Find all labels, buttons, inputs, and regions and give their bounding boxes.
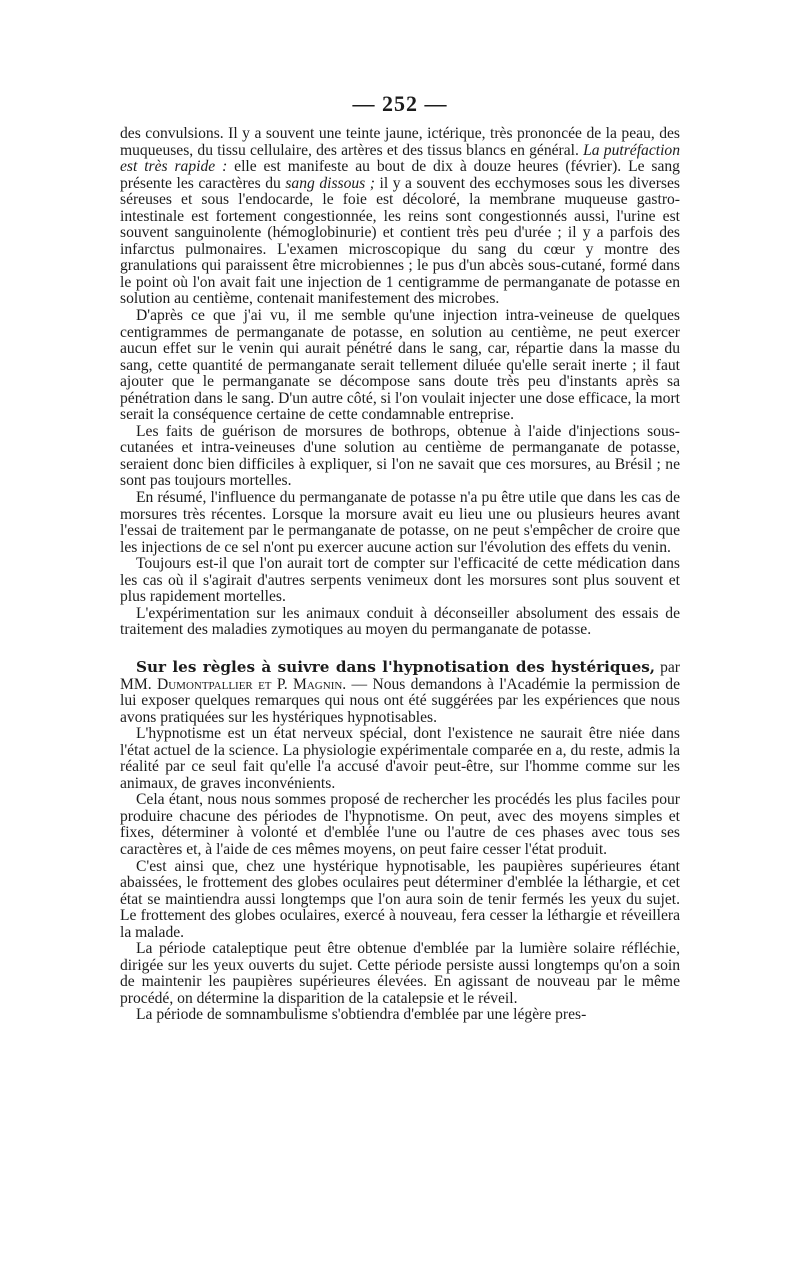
paragraph-continued: des convulsions. Il y a souvent une teinte jaune, ictérique, très prononcée de la peau, des muqueuses, du tissu cellulaire, des artères et des tissus blancs en général. La putréfaction est très rapide : elle est manifeste au bout de dix à douze heures (février). Le sang présente les caractères du sang dissous ; il y a souvent des ecchymoses sous les diverses séreuses et sous l'endocarde, le foie est décoloré, la membrane muqueuse gastro-intestinale est fortement congestionnée, les reins sont congestionnés aussi, l'urine est souvent sanguinolente (hémoglobinurie) et contient très peu d'urée ; il y a parfois des infarctus pulmonaires. L'examen microscopique du sang du cœur y montre des granulations qui paraissent être microbiennes ; le pus d'un abcès sous-cutané, formé dans le point où l'on avait fait une injection de 1 centigramme de permanganate de potasse en solution au centième, contenait manifestement des microbes. [120, 125, 681, 308]
section-title: Sur les règles à suivre dans l'hypnotisation des hystériques, [136, 657, 656, 676]
paragraph: L'expérimentation sur les animaux conduit à déconseiller absolument des essais de traitement des maladies zymotiques au moyen du permanganate de potasse. [120, 604, 680, 639]
paragraph: D'après ce que j'ai vu, il me semble qu'une injection intra-veineuse de quelques centigrammes de permanganate de potasse, en solution au centième, ne peut exercer aucun effet sur le venin qui aurait pénétré dans le sang, car, répartie dans la masse du sang, cette quantité de permanganate serait tellement diluée qu'elle serait inerte ; il faut ajouter que le permanganate se décompose sans doute très peu d'instants après sa pénétration dans le sang. D'un autre côté, si l'on voulait injecter une dose efficace, la mort serait la conséquence certaine de cette condamnable entreprise. [120, 307, 680, 424]
authors: Dumontpallier et P. Magnin. [156, 675, 347, 693]
paragraph: Toujours est-il que l'on aurait tort de compter sur l'efficacité de cette médication dans les cas où il s'agirait d'autres serpents venimeux dont les morsures sont plus souvent et plus rapidement mortelles. [120, 555, 680, 606]
section-paragraph: Sur les règles à suivre dans l'hypnotisation des hystériques, par MM. Dumontpallier et P. Magnin. — Nous demandons à l'Académie la permission de lui exposer quelques remarques qui nous ont été suggérées par les expériences que nous avons pratiquées sur les hystériques hypnotisables. [120, 657, 680, 726]
paragraph: C'est ainsi que, chez une hystérique hypnotisable, les paupières supérieures étant abaissées, le frottement des globes oculaires peut déterminer d'emblée la léthargie, et cet état se maintiendra aussi longtemps que l'on aura soin de tenir fermés les yeux du sujet. Le frottement des globes oculaires, exercé à nouveau, fera cesser la léthargie et réveillera la malade. [120, 857, 680, 941]
paragraph: Cela étant, nous nous sommes proposé de rechercher les procédés les plus faciles pour produire chacune des périodes de l'hypnotisme. On peut, avec des moyens simples et fixes, déterminer à volonté et d'emblée l'une ou l'autre de ces phases avec tous ses caractères et, à l'aide de ces mêmes moyens, on peut faire cesser l'état produit. [120, 791, 680, 858]
emphasis-sang-dissous: sang dissous ; [285, 174, 375, 192]
paragraph: Les faits de guérison de morsures de bothrops, obtenue à l'aide d'injections sous-cutanées et intra-veineuses d'une solution au centième de permanganate de potasse, seraient donc bien difficiles à expliquer, si l'on ne savait que ces morsures, au Brésil ; ne sont pas toujours mortelles. [120, 422, 680, 490]
emphasis-putrefaction: La putréfaction est très rapide : [120, 141, 681, 176]
paragraph: La période de somnambulisme s'obtiendra d'emblée par une légère pres- [136, 1006, 587, 1024]
document-page [120, 84, 680, 1024]
page-number: — 252 — [352, 91, 448, 116]
paragraph: La période cataleptique peut être obtenue d'emblée par la lumière solaire réfléchie, dirigée sur les yeux ouverts du sujet. Cette période persiste aussi longtemps qu'on a soin de maintenir les paupières supérieures élevées. En agissant de nouveau par le même procédé, on détermine la disparition de la catalepsie et le réveil. [120, 940, 680, 1007]
paragraph: En résumé, l'influence du permanganate de potasse n'a pu être utile que dans les cas de morsures très récentes. Lorsque la morsure avait eu lieu une ou plusieurs heures avant l'essai de traitement par le permanganate de potasse, on ne peut s'empêcher de croire que les injections de ce sel n'ont pu exercer aucune action sur l'évolution des effets du venin. [120, 489, 680, 556]
paragraph: L'hypnotisme est un état nerveux spécial, dont l'existence ne saurait être niée dans l'état actuel de la science. La physiologie expérimentale comparée en a, du reste, admis la réalité par ce seul fait qu'elle l'a accusé d'avoir peut-être, sur l'homme comme sur les animaux, de graves inconvénients. [120, 725, 680, 792]
